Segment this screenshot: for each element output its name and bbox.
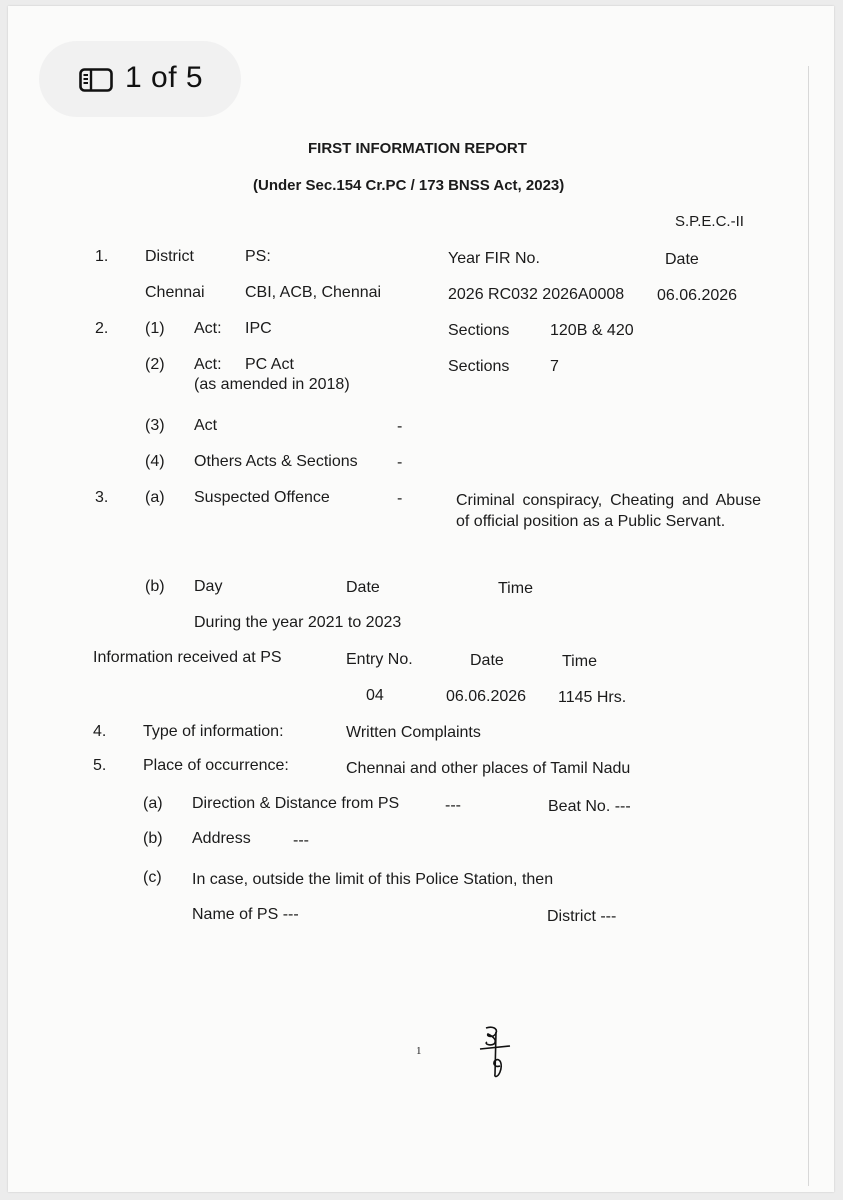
section-2-number: 2. [95, 320, 109, 337]
address-label: Address [192, 830, 251, 847]
item-number: (1) [145, 320, 165, 337]
info-type-value: Written Complaints [346, 724, 481, 741]
suspected-offence-value: Criminal conspiracy, Cheating and Abuse of official position as a Public Servant. [456, 492, 761, 530]
sections-value: 7 [550, 358, 559, 375]
ps-value: CBI, ACB, Chennai [245, 284, 382, 301]
item-number: (4) [145, 453, 165, 470]
page-edge-line [808, 66, 809, 1186]
direction-label: Direction & Distance from PS [192, 795, 400, 812]
direction-value: --- [445, 797, 461, 814]
place-value: Chennai and other places of Tamil Nadu [346, 760, 631, 777]
beat-no: Beat No. --- [548, 798, 631, 815]
entry-no-value: 04 [366, 687, 384, 704]
sections-label: Sections [448, 358, 510, 375]
item-number: (b) [143, 830, 163, 847]
entry-no-label: Entry No. [346, 651, 413, 668]
act-label: Act [194, 417, 218, 434]
info-received-label: Information received at PS [93, 649, 282, 666]
date-label: Date [470, 652, 504, 669]
item-number: (a) [145, 489, 165, 506]
offence-period: During the year 2021 to 2023 [194, 614, 402, 631]
time-label: Time [562, 653, 597, 670]
section-5-number: 5. [93, 757, 107, 774]
time-value: 1145 Hrs. [558, 689, 627, 706]
act-value: PC Act [245, 356, 294, 373]
document-page [8, 6, 834, 1192]
sections-label: Sections [448, 322, 510, 339]
act-label: Act: [194, 320, 222, 337]
other-acts-value: - [397, 454, 403, 471]
outside-limit-label: In case, outside the limit of this Police Station, then [192, 871, 554, 888]
page-number: 1 [416, 1045, 422, 1057]
signature [476, 1024, 516, 1080]
district-label: District [145, 248, 194, 265]
section-4-number: 4. [93, 723, 107, 740]
item-number: (a) [143, 795, 163, 812]
day-label: Day [194, 578, 223, 595]
ps-name: Name of PS --- [192, 906, 299, 923]
sections-value: 120B & 420 [550, 322, 634, 339]
page-indicator-text: 1 of 5 [125, 61, 204, 94]
district-value: Chennai [145, 284, 205, 301]
act-note: (as amended in 2018) [194, 376, 350, 393]
dash: - [397, 490, 403, 507]
section-1-number: 1. [95, 248, 109, 265]
ps-label: PS: [245, 248, 271, 265]
year-fir-value: 2026 RC032 2026A0008 [448, 286, 625, 303]
item-number: (b) [145, 578, 165, 595]
suspected-offence-label: Suspected Offence [194, 489, 330, 506]
page-indicator-pill[interactable] [39, 41, 241, 117]
other-acts-label: Others Acts & Sections [194, 453, 358, 470]
form-code: S.P.E.C.-II [675, 213, 744, 230]
info-type-label: Type of information: [143, 723, 284, 740]
report-subtitle: (Under Sec.154 Cr.PC / 173 BNSS Act, 2023) [253, 177, 565, 194]
date-label: Date [346, 579, 380, 596]
address-value: --- [293, 832, 309, 849]
date-label: Date [665, 251, 699, 268]
date-value: 06.06.2026 [446, 688, 527, 705]
date-value: 06.06.2026 [657, 287, 738, 304]
district: District --- [547, 908, 617, 925]
item-number: (3) [145, 417, 165, 434]
act-value: IPC [245, 320, 272, 337]
item-number: (c) [143, 869, 162, 886]
time-label: Time [498, 580, 533, 597]
section-3-number: 3. [95, 489, 109, 506]
year-fir-label: Year FIR No. [448, 250, 540, 267]
act-value: - [397, 418, 403, 435]
item-number: (2) [145, 356, 165, 373]
act-label: Act: [194, 356, 222, 373]
place-label: Place of occurrence: [143, 757, 289, 774]
report-title: FIRST INFORMATION REPORT [308, 140, 527, 157]
sidebar-panel-icon [79, 68, 113, 92]
